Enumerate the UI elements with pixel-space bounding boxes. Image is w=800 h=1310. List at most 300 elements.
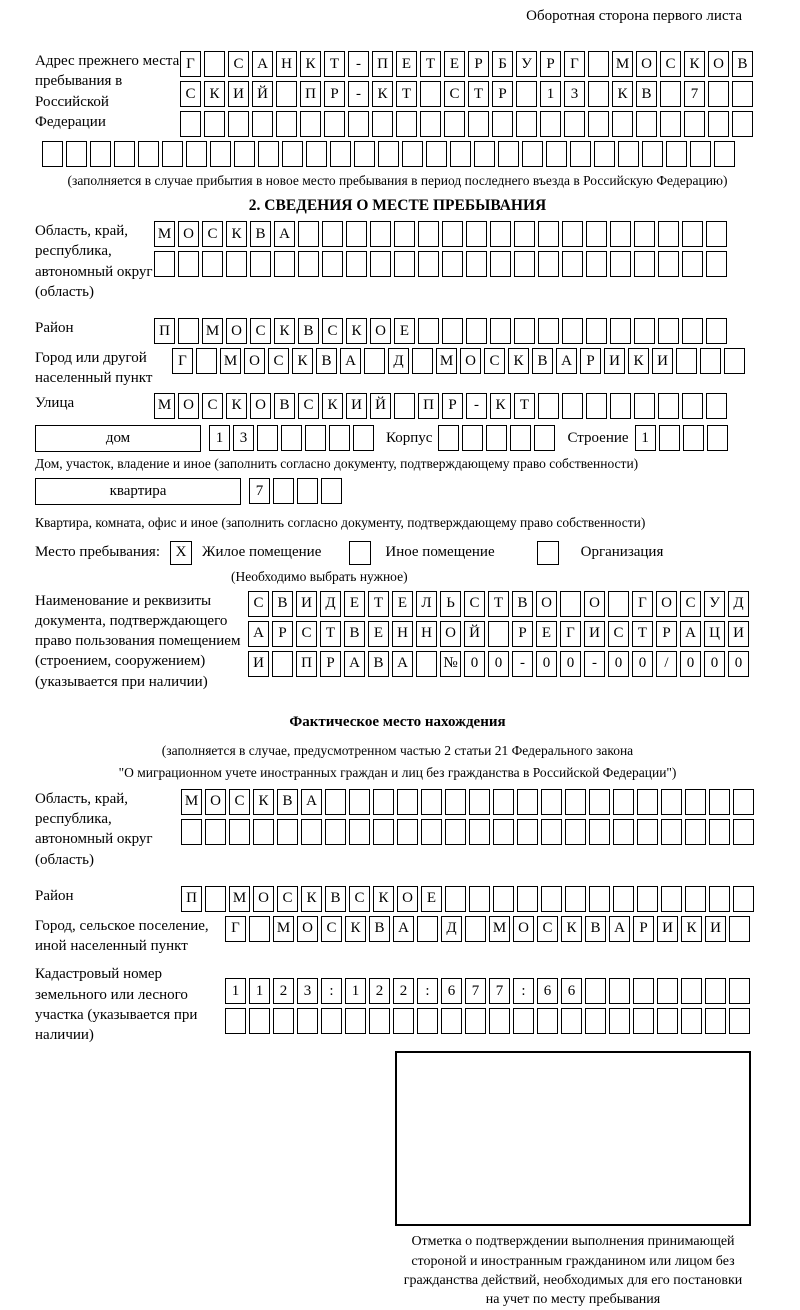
char-cell[interactable]: 3: [564, 81, 585, 107]
char-cell[interactable]: 0: [680, 651, 701, 677]
char-cell[interactable]: -: [348, 51, 369, 77]
char-cell[interactable]: [297, 478, 318, 504]
char-cell[interactable]: [683, 425, 704, 451]
char-cell[interactable]: О: [708, 51, 729, 77]
char-cell[interactable]: [441, 1008, 462, 1034]
char-cell[interactable]: Н: [392, 621, 413, 647]
char-cell[interactable]: [609, 978, 630, 1004]
char-cell[interactable]: [541, 886, 562, 912]
char-cell[interactable]: -: [584, 651, 605, 677]
char-cell[interactable]: 3: [297, 978, 318, 1004]
char-cell[interactable]: А: [344, 651, 365, 677]
char-cell[interactable]: К: [322, 393, 343, 419]
char-cell[interactable]: К: [226, 221, 247, 247]
char-cell[interactable]: [562, 221, 583, 247]
char-cell[interactable]: И: [584, 621, 605, 647]
char-cell[interactable]: [613, 789, 634, 815]
char-cell[interactable]: [658, 318, 679, 344]
char-cell[interactable]: [253, 819, 274, 845]
char-cell[interactable]: К: [681, 916, 702, 942]
char-cell[interactable]: [733, 819, 754, 845]
char-cell[interactable]: К: [226, 393, 247, 419]
char-cell[interactable]: [516, 81, 537, 107]
char-cell[interactable]: [538, 251, 559, 277]
char-cell[interactable]: П: [418, 393, 439, 419]
char-cell[interactable]: [610, 221, 631, 247]
char-cell[interactable]: [466, 251, 487, 277]
char-cell[interactable]: [298, 221, 319, 247]
char-cell[interactable]: [450, 141, 471, 167]
char-cell[interactable]: [469, 886, 490, 912]
char-cell[interactable]: С: [296, 621, 317, 647]
char-cell[interactable]: [682, 221, 703, 247]
char-cell[interactable]: Р: [512, 621, 533, 647]
char-cell[interactable]: [186, 141, 207, 167]
char-cell[interactable]: [493, 789, 514, 815]
char-cell[interactable]: [610, 393, 631, 419]
char-cell[interactable]: [438, 425, 459, 451]
char-cell[interactable]: [322, 251, 343, 277]
char-cell[interactable]: Ц: [704, 621, 725, 647]
char-cell[interactable]: [90, 141, 111, 167]
char-cell[interactable]: [534, 425, 555, 451]
char-cell[interactable]: Г: [564, 51, 585, 77]
char-cell[interactable]: [733, 789, 754, 815]
char-cell[interactable]: [498, 141, 519, 167]
char-cell[interactable]: [588, 111, 609, 137]
char-cell[interactable]: К: [628, 348, 649, 374]
char-cell[interactable]: С: [298, 393, 319, 419]
char-cell[interactable]: О: [178, 221, 199, 247]
char-cell[interactable]: [633, 978, 654, 1004]
char-cell[interactable]: 0: [560, 651, 581, 677]
char-cell[interactable]: 7: [465, 978, 486, 1004]
char-cell[interactable]: /: [656, 651, 677, 677]
char-cell[interactable]: Н: [416, 621, 437, 647]
char-cell[interactable]: [513, 1008, 534, 1034]
char-cell[interactable]: Р: [540, 51, 561, 77]
char-cell[interactable]: М: [202, 318, 223, 344]
char-cell[interactable]: [613, 886, 634, 912]
char-cell[interactable]: [469, 819, 490, 845]
char-cell[interactable]: 1: [225, 978, 246, 1004]
char-cell[interactable]: Г: [560, 621, 581, 647]
char-cell[interactable]: К: [684, 51, 705, 77]
char-cell[interactable]: И: [296, 591, 317, 617]
char-cell[interactable]: [588, 51, 609, 77]
char-cell[interactable]: С: [277, 886, 298, 912]
char-cell[interactable]: [586, 318, 607, 344]
char-cell[interactable]: С: [660, 51, 681, 77]
char-cell[interactable]: [562, 251, 583, 277]
char-cell[interactable]: А: [248, 621, 269, 647]
char-cell[interactable]: [349, 789, 370, 815]
char-cell[interactable]: К: [300, 51, 321, 77]
char-cell[interactable]: [154, 251, 175, 277]
char-cell[interactable]: [345, 1008, 366, 1034]
char-cell[interactable]: [732, 111, 753, 137]
char-cell[interactable]: [660, 81, 681, 107]
char-cell[interactable]: [585, 1008, 606, 1034]
char-cell[interactable]: [714, 141, 735, 167]
char-cell[interactable]: [589, 789, 610, 815]
char-cell[interactable]: К: [292, 348, 313, 374]
char-cell[interactable]: С: [268, 348, 289, 374]
char-cell[interactable]: [565, 789, 586, 815]
char-cell[interactable]: 0: [488, 651, 509, 677]
char-cell[interactable]: В: [369, 916, 390, 942]
char-cell[interactable]: 2: [369, 978, 390, 1004]
char-cell[interactable]: [420, 81, 441, 107]
char-cell[interactable]: [353, 425, 374, 451]
char-cell[interactable]: [442, 318, 463, 344]
char-cell[interactable]: П: [372, 51, 393, 77]
char-cell[interactable]: [349, 819, 370, 845]
char-cell[interactable]: [690, 141, 711, 167]
char-cell[interactable]: М: [220, 348, 241, 374]
char-cell[interactable]: [706, 251, 727, 277]
char-cell[interactable]: А: [556, 348, 577, 374]
char-cell[interactable]: [300, 111, 321, 137]
char-cell[interactable]: С: [608, 621, 629, 647]
char-cell[interactable]: 1: [635, 425, 656, 451]
char-cell[interactable]: [416, 651, 437, 677]
char-cell[interactable]: [466, 318, 487, 344]
char-cell[interactable]: А: [301, 789, 322, 815]
char-cell[interactable]: №: [440, 651, 461, 677]
char-cell[interactable]: [700, 348, 721, 374]
char-cell[interactable]: [281, 425, 302, 451]
char-cell[interactable]: [378, 141, 399, 167]
char-cell[interactable]: Й: [370, 393, 391, 419]
char-cell[interactable]: [685, 886, 706, 912]
char-cell[interactable]: [394, 221, 415, 247]
char-cell[interactable]: И: [248, 651, 269, 677]
char-cell[interactable]: [538, 221, 559, 247]
char-cell[interactable]: [402, 141, 423, 167]
char-cell[interactable]: [274, 251, 295, 277]
char-cell[interactable]: К: [561, 916, 582, 942]
char-cell[interactable]: [517, 886, 538, 912]
char-cell[interactable]: [661, 789, 682, 815]
char-cell[interactable]: О: [656, 591, 677, 617]
char-cell[interactable]: В: [272, 591, 293, 617]
char-cell[interactable]: [540, 111, 561, 137]
char-cell[interactable]: [489, 1008, 510, 1034]
char-cell[interactable]: [488, 621, 509, 647]
char-cell[interactable]: [609, 1008, 630, 1034]
char-cell[interactable]: 2: [273, 978, 294, 1004]
char-cell[interactable]: К: [490, 393, 511, 419]
char-cell[interactable]: 3: [233, 425, 254, 451]
char-cell[interactable]: 0: [728, 651, 749, 677]
char-cell[interactable]: [273, 1008, 294, 1034]
char-cell[interactable]: [493, 819, 514, 845]
char-cell[interactable]: [676, 348, 697, 374]
char-cell[interactable]: [729, 978, 750, 1004]
char-cell[interactable]: [370, 221, 391, 247]
char-cell[interactable]: [657, 1008, 678, 1034]
char-cell[interactable]: О: [536, 591, 557, 617]
char-cell[interactable]: [517, 819, 538, 845]
char-cell[interactable]: [486, 425, 507, 451]
char-cell[interactable]: Т: [632, 621, 653, 647]
char-cell[interactable]: [442, 221, 463, 247]
char-cell[interactable]: [618, 141, 639, 167]
char-cell[interactable]: [204, 51, 225, 77]
char-cell[interactable]: М: [154, 221, 175, 247]
char-cell[interactable]: [257, 425, 278, 451]
char-cell[interactable]: -: [466, 393, 487, 419]
char-cell[interactable]: [661, 819, 682, 845]
char-cell[interactable]: [659, 425, 680, 451]
char-cell[interactable]: [330, 141, 351, 167]
char-cell[interactable]: 7: [249, 478, 270, 504]
char-cell[interactable]: К: [508, 348, 529, 374]
char-cell[interactable]: 0: [464, 651, 485, 677]
char-cell[interactable]: [225, 1008, 246, 1034]
char-cell[interactable]: [249, 1008, 270, 1034]
char-cell[interactable]: О: [460, 348, 481, 374]
char-cell[interactable]: [724, 348, 745, 374]
char-cell[interactable]: С: [250, 318, 271, 344]
char-cell[interactable]: [682, 393, 703, 419]
char-cell[interactable]: [585, 978, 606, 1004]
char-cell[interactable]: С: [484, 348, 505, 374]
char-cell[interactable]: [370, 251, 391, 277]
char-cell[interactable]: Г: [225, 916, 246, 942]
char-cell[interactable]: С: [202, 393, 223, 419]
char-cell[interactable]: С: [248, 591, 269, 617]
char-cell[interactable]: [324, 111, 345, 137]
char-cell[interactable]: [445, 886, 466, 912]
char-cell[interactable]: В: [316, 348, 337, 374]
char-cell[interactable]: [612, 111, 633, 137]
char-cell[interactable]: [517, 789, 538, 815]
char-cell[interactable]: [272, 651, 293, 677]
char-cell[interactable]: И: [705, 916, 726, 942]
char-cell[interactable]: Е: [444, 51, 465, 77]
char-cell[interactable]: [706, 318, 727, 344]
char-cell[interactable]: [421, 819, 442, 845]
char-cell[interactable]: [586, 221, 607, 247]
char-cell[interactable]: Р: [320, 651, 341, 677]
char-cell[interactable]: 7: [684, 81, 705, 107]
char-cell[interactable]: Т: [324, 51, 345, 77]
char-cell[interactable]: С: [321, 916, 342, 942]
char-cell[interactable]: В: [250, 221, 271, 247]
char-cell[interactable]: П: [296, 651, 317, 677]
char-cell[interactable]: Р: [468, 51, 489, 77]
char-cell[interactable]: [249, 916, 270, 942]
char-cell[interactable]: [204, 111, 225, 137]
char-cell[interactable]: [732, 81, 753, 107]
char-cell[interactable]: А: [274, 221, 295, 247]
char-cell[interactable]: [42, 141, 63, 167]
char-cell[interactable]: Б: [492, 51, 513, 77]
char-cell[interactable]: [682, 251, 703, 277]
char-cell[interactable]: [282, 141, 303, 167]
char-cell[interactable]: [634, 221, 655, 247]
char-cell[interactable]: [634, 393, 655, 419]
char-cell[interactable]: [162, 141, 183, 167]
char-cell[interactable]: В: [636, 81, 657, 107]
char-cell[interactable]: О: [226, 318, 247, 344]
char-cell[interactable]: Е: [392, 591, 413, 617]
char-cell[interactable]: [301, 819, 322, 845]
char-cell[interactable]: [181, 819, 202, 845]
char-cell[interactable]: Р: [324, 81, 345, 107]
char-cell[interactable]: [589, 819, 610, 845]
char-cell[interactable]: Й: [252, 81, 273, 107]
char-cell[interactable]: К: [253, 789, 274, 815]
char-cell[interactable]: И: [346, 393, 367, 419]
char-cell[interactable]: [445, 789, 466, 815]
char-cell[interactable]: В: [732, 51, 753, 77]
char-cell[interactable]: [658, 221, 679, 247]
char-cell[interactable]: [364, 348, 385, 374]
char-cell[interactable]: Р: [442, 393, 463, 419]
char-cell[interactable]: [733, 886, 754, 912]
char-cell[interactable]: Д: [320, 591, 341, 617]
char-cell[interactable]: У: [516, 51, 537, 77]
char-cell[interactable]: 1: [249, 978, 270, 1004]
char-cell[interactable]: [637, 886, 658, 912]
char-cell[interactable]: [417, 1008, 438, 1034]
char-cell[interactable]: [660, 111, 681, 137]
char-cell[interactable]: Н: [276, 51, 297, 77]
char-cell[interactable]: Т: [320, 621, 341, 647]
char-cell[interactable]: П: [300, 81, 321, 107]
char-cell[interactable]: [490, 318, 511, 344]
char-cell[interactable]: [658, 393, 679, 419]
char-cell[interactable]: [537, 1008, 558, 1034]
char-cell[interactable]: [709, 886, 730, 912]
char-cell[interactable]: 6: [561, 978, 582, 1004]
char-cell[interactable]: [637, 819, 658, 845]
char-cell[interactable]: Т: [368, 591, 389, 617]
char-cell[interactable]: 1: [540, 81, 561, 107]
char-cell[interactable]: [586, 251, 607, 277]
char-cell[interactable]: [514, 251, 535, 277]
char-cell[interactable]: [682, 318, 703, 344]
char-cell[interactable]: [468, 111, 489, 137]
char-cell[interactable]: [138, 141, 159, 167]
char-cell[interactable]: [469, 789, 490, 815]
char-cell[interactable]: Т: [488, 591, 509, 617]
char-cell[interactable]: [258, 141, 279, 167]
char-cell[interactable]: [180, 111, 201, 137]
char-cell[interactable]: [273, 478, 294, 504]
char-cell[interactable]: [276, 111, 297, 137]
char-cell[interactable]: А: [392, 651, 413, 677]
char-cell[interactable]: [538, 318, 559, 344]
char-cell[interactable]: С: [228, 51, 249, 77]
char-cell[interactable]: 2: [393, 978, 414, 1004]
char-cell[interactable]: П: [154, 318, 175, 344]
char-cell[interactable]: [516, 111, 537, 137]
char-cell[interactable]: [205, 886, 226, 912]
char-cell[interactable]: [562, 393, 583, 419]
char-cell[interactable]: Е: [394, 318, 415, 344]
char-cell[interactable]: И: [728, 621, 749, 647]
char-cell[interactable]: [442, 251, 463, 277]
char-cell[interactable]: К: [372, 81, 393, 107]
char-cell[interactable]: 1: [209, 425, 230, 451]
char-cell[interactable]: С: [322, 318, 343, 344]
char-cell[interactable]: [418, 318, 439, 344]
char-cell[interactable]: [685, 819, 706, 845]
char-cell[interactable]: А: [252, 51, 273, 77]
char-cell[interactable]: [514, 318, 535, 344]
char-cell[interactable]: К: [204, 81, 225, 107]
char-cell[interactable]: У: [704, 591, 725, 617]
stay-type-checkbox-other[interactable]: [349, 541, 371, 565]
char-cell[interactable]: [709, 789, 730, 815]
char-cell[interactable]: [305, 425, 326, 451]
char-cell[interactable]: В: [344, 621, 365, 647]
char-cell[interactable]: [729, 1008, 750, 1034]
char-cell[interactable]: С: [537, 916, 558, 942]
char-cell[interactable]: [393, 1008, 414, 1034]
char-cell[interactable]: [421, 789, 442, 815]
char-cell[interactable]: [226, 251, 247, 277]
char-cell[interactable]: [564, 111, 585, 137]
char-cell[interactable]: [708, 111, 729, 137]
char-cell[interactable]: [417, 916, 438, 942]
char-cell[interactable]: М: [229, 886, 250, 912]
char-cell[interactable]: [474, 141, 495, 167]
char-cell[interactable]: [565, 819, 586, 845]
char-cell[interactable]: М: [612, 51, 633, 77]
char-cell[interactable]: [610, 251, 631, 277]
char-cell[interactable]: Г: [172, 348, 193, 374]
char-cell[interactable]: [114, 141, 135, 167]
stay-type-checkbox-organization[interactable]: [537, 541, 559, 565]
char-cell[interactable]: И: [652, 348, 673, 374]
char-cell[interactable]: [369, 1008, 390, 1034]
char-cell[interactable]: [346, 221, 367, 247]
char-cell[interactable]: К: [345, 916, 366, 942]
char-cell[interactable]: [178, 318, 199, 344]
char-cell[interactable]: О: [513, 916, 534, 942]
char-cell[interactable]: [397, 819, 418, 845]
char-cell[interactable]: [705, 978, 726, 1004]
char-cell[interactable]: А: [393, 916, 414, 942]
char-cell[interactable]: С: [202, 221, 223, 247]
char-cell[interactable]: Т: [468, 81, 489, 107]
char-cell[interactable]: Г: [632, 591, 653, 617]
char-cell[interactable]: [570, 141, 591, 167]
char-cell[interactable]: [493, 886, 514, 912]
char-cell[interactable]: О: [440, 621, 461, 647]
char-cell[interactable]: [661, 886, 682, 912]
char-cell[interactable]: В: [325, 886, 346, 912]
char-cell[interactable]: :: [417, 978, 438, 1004]
char-cell[interactable]: [706, 221, 727, 247]
char-cell[interactable]: [541, 819, 562, 845]
char-cell[interactable]: С: [349, 886, 370, 912]
char-cell[interactable]: К: [346, 318, 367, 344]
char-cell[interactable]: [634, 251, 655, 277]
char-cell[interactable]: [329, 425, 350, 451]
char-cell[interactable]: Д: [441, 916, 462, 942]
char-cell[interactable]: 0: [632, 651, 653, 677]
char-cell[interactable]: [636, 111, 657, 137]
char-cell[interactable]: 0: [704, 651, 725, 677]
char-cell[interactable]: О: [250, 393, 271, 419]
char-cell[interactable]: [346, 251, 367, 277]
